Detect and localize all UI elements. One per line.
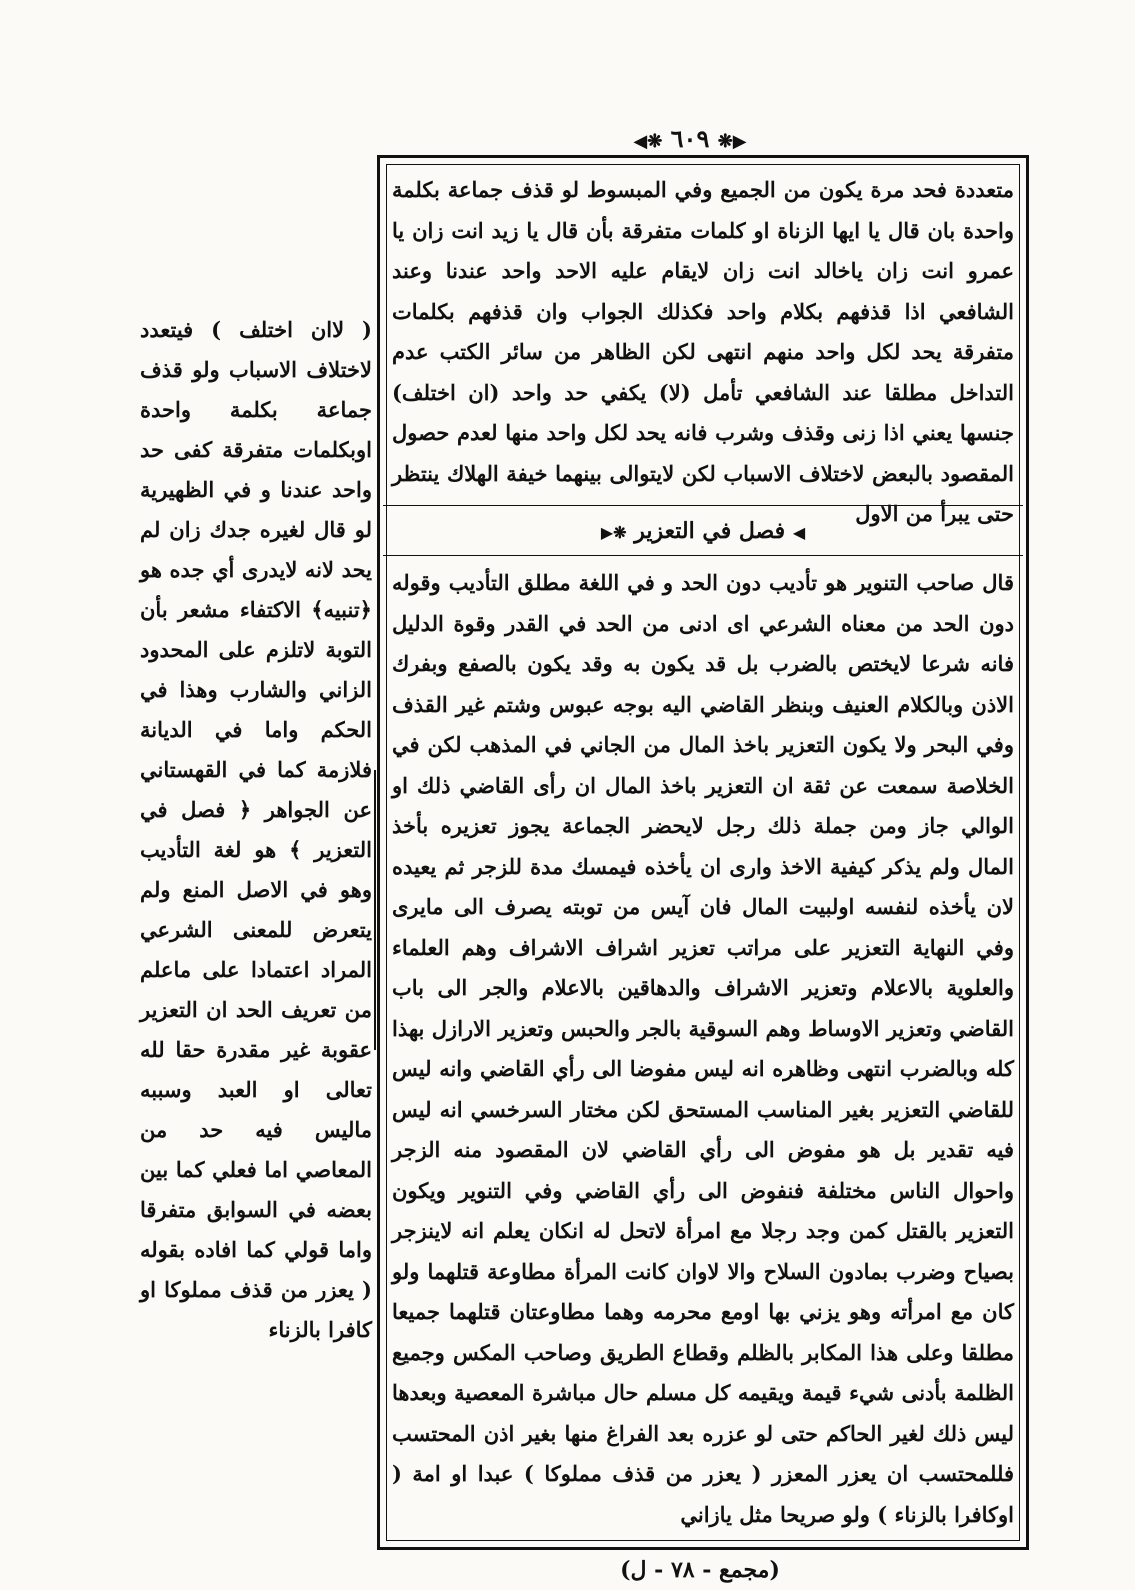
main-text-block: قال صاحب التنوير هو تأديب دون الحد و في اللغة مطلق التأديب وقوله دون الحد من معناه الشرعي اى ادنى من الحد في القدر وقوة الدليل فانه شرعا لايختص بالضرب بل قد يكون به وقد يكون بالصفع وبفرك الاذن وبالكلام العنيف وبنظر القاضي اليه بوجه عبوس وشتم غير القذف وفي البحر ولا يكون التعزير باخذ المال من الجاني في المذهب لكن في الخلاصة سمعت عن ثقة ان التعزير باخذ المال ان رأى القاضي ذلك او الوالي جاز ومن جملة ذلك رجل لايحضر الجماعة يجوز تعزيره بأخذ المال ولم يذكر كيفية الاخذ وارى ان يأخذه فيمسك مدة للزجر ثم يعيده لان يأخذه لنفسه اولبيت المال فان آيس من توبته يصرف الى مايرى وفي النهاية التعزير على مراتب تعزير اشراف الاشراف وهم العلماء والعلوية بالاعلام وتعزير الاشراف والدهاقين بالاعلام والجر الى باب القاضي وتعزير الاوساط وهم السوقية بالجر والحبس وتعزير الارازل بهذا كله وبالضرب انتهى وظاهره انه ليس مفوضا الى رأي القاضي وانه ليس للقاضي التعزير بغير المناسب المستحق لكن مختار السرخسي انه ليس فيه تقدير بل هو مفوض الى رأي القاضي لان المقصود منه الزجر واحوال الناس مختلفة فنفوض الى رأي القاضي وفي التنوير ويكون التعزير بالقتل كمن وجد رجلا مع امرأة لاتحل له انكان يعلم انه لاينزجر بصياح وضرب بمادون السلاح والا لاوان كانت المرأة مطاوعة قتلهما ولو كان مع امرأته وهو يزني بها اومع محرمه وهما مطاوعتان قتلهما جميعا مطلقا وعلى هذا المكابر بالظلم وقطاع الطريق وصاحب المكس وجميع الظلمة بأدنى شيء قيمة ويقيمه كل مسلم حال مباشرة المعصية وبعدها ليس ذلك لغير الحاكم حتى لو عزره بعد الفراغ منها بغير اذن المحتسب فللمحتسب ان يعزر المعزر ( يعزر من قذف مملوكا ) عبدا او امة ( اوكافرا بالزناء ) ولو صريحا مثل يازاني: [392, 570, 1014, 1527]
section-heading-block: [383, 510, 1023, 552]
ornament-left-icon: ◀❋: [633, 131, 663, 152]
margin-commentary: ( لاان اختلف ) فيتعدد لاختلاف الاسباب ولو قذف جماعة بكلمة واحدة اوبكلمات متفرقة كفى حد واحد عندنا و في الظهيرية لو قال لغيره جدك زان لم يحد لانه لايدرى أي جده هو ﴿تنبيه﴾ الاكتفاء مشعر بأن التوبة لاتلزم على المحدود الزاني والشارب وهذا في الحكم واما في الديانة فلازمة كما في القهستاني عن الجواهر ﴿ فصل في التعزير ﴾ هو لغة التأديب وهو في الاصل المنع ولم يتعرض للمعنى الشرعي المراد اعتمادا على ماعلم من تعريف الحد ان التعزير عقوبة غير مقدرة حقا لله تعالى او العبد وسببه ماليس فيه حد من المعاصي اما فعلي كما بين بعضه في السوابق متفرقا واما قولي كما افاده بقوله ( يعزر من قذف مملوكا او كافرا بالزناء: [140, 317, 372, 1342]
divider-bottom: [383, 555, 1023, 556]
ornament-icon: ◀: [792, 523, 806, 542]
margin-rule: [374, 770, 376, 1050]
top-text-block: متعددة فحد مرة يكون من الجميع وفي المبسوط لو قذف جماعة بكلمة واحدة بان قال يا ايها الزناة او كلمات متفرقة بأن قال يا زيد انت زان يا عمرو انت زان ياخالد انت زان لايقام عليه الاحد واحد عندنا وعند الشافعي اذا قذفهم بكلام واحد فكذلك الجواب وان قذفهم بكلمات متفرقة يحد لكل واحد منهم انتهى لكن الظاهر من سائر الكتب عدم التداخل مطلقا عند الشافعي تأمل (لا) يكفي حد واحد (ان اختلف) جنسها يعني اذا زنى وقذف وشرب فانه يحد لكل واحد منها لعدم حصول المقصود بالبعض لاختلاف الاسباب لكن لايتوالى بينهما خيفة الهلاك ينتظر حتى يبرأ من الاول: [392, 177, 1014, 526]
page-number: ٦٠٩: [670, 124, 710, 153]
ornament-right-icon: ❋▶: [717, 131, 747, 152]
ornament-icon: ❋▶: [600, 523, 627, 542]
page-header: [605, 122, 775, 156]
section-heading: فصل في التعزير: [634, 518, 786, 544]
divider-top: [383, 505, 1023, 506]
page-footer: (مجمع - ٧٨ - ل): [620, 1557, 780, 1583]
